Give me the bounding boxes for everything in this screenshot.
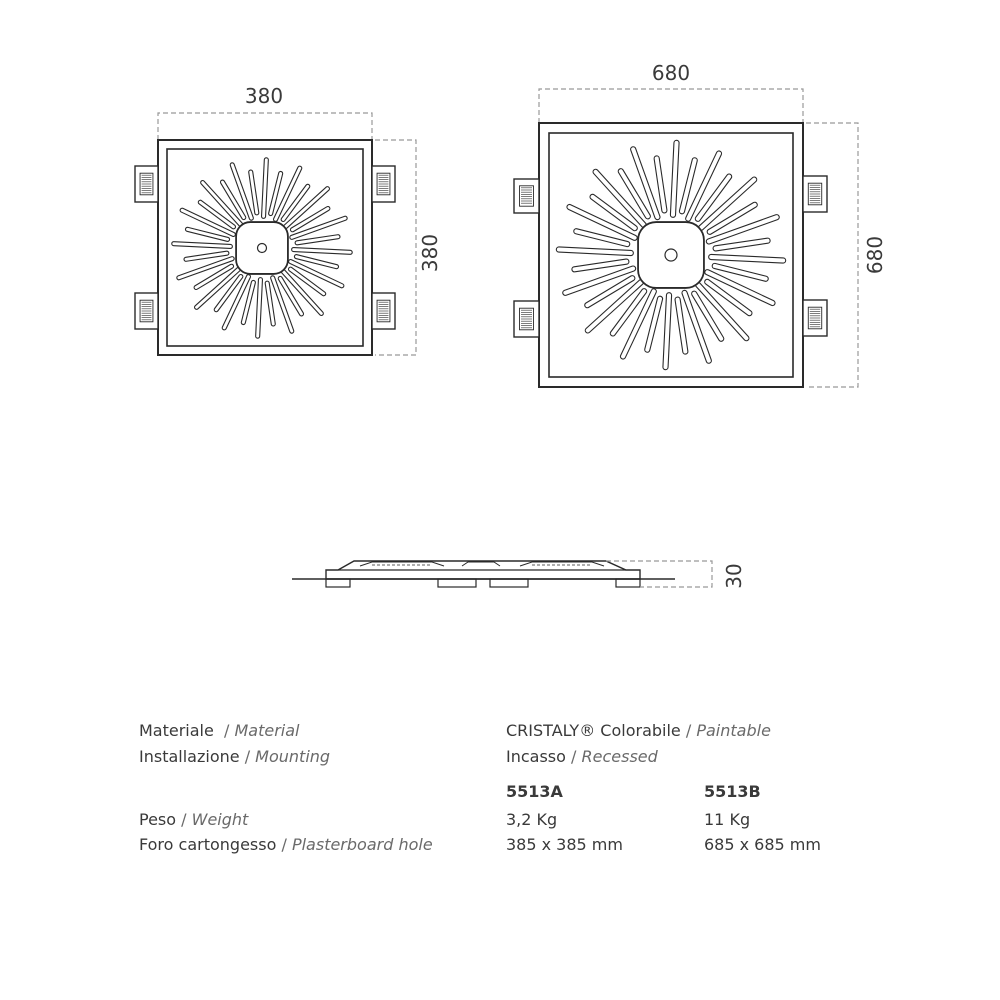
diffuser-slot — [271, 276, 294, 333]
diffuser-slot — [712, 263, 768, 281]
hole-value-b: 685 x 685 mm — [704, 835, 821, 854]
diffuser-slot — [172, 242, 233, 249]
diffuser-slot — [631, 147, 660, 220]
radial-diffuser — [556, 140, 785, 369]
clip — [135, 293, 158, 329]
depth-dimension: 30 — [722, 563, 746, 589]
diffuser-slot — [679, 158, 697, 214]
model-code-a: 5513A — [506, 782, 563, 801]
clip — [372, 166, 395, 202]
side-view — [292, 561, 746, 589]
material-value: CRISTALY® Colorabile / Paintable — [506, 721, 771, 740]
material-label: Materiale / Material — [139, 721, 300, 740]
diffuser-slot — [241, 280, 255, 324]
diffuser-slot — [706, 215, 779, 244]
clip — [803, 176, 827, 212]
large-unit-top-view — [514, 61, 887, 387]
diffuser-slot — [682, 290, 711, 363]
diffuser-slot — [230, 163, 253, 220]
hole-label: Foro cartongesso / Plasterboard hole — [139, 835, 433, 854]
diffuser-slot — [292, 248, 353, 255]
diffuser-slot — [670, 140, 679, 217]
small-unit-top-view — [135, 84, 442, 355]
weight-value-a: 3,2 Kg — [506, 810, 558, 829]
diffuser-slot — [290, 216, 347, 239]
diffuser-slot — [563, 266, 636, 295]
large-width-dimension: 680 — [651, 61, 691, 85]
center-hole — [665, 249, 677, 261]
mounting-value: Incasso / Recessed — [506, 747, 658, 766]
clip — [514, 301, 539, 337]
small-height-dimension: 380 — [418, 233, 442, 273]
small-width-dimension: 380 — [244, 84, 284, 108]
weight-label: Peso / Weight — [139, 810, 249, 829]
model-code-b: 5513B — [704, 782, 761, 801]
diffuser-slot — [256, 278, 263, 339]
diffuser-slot — [177, 257, 234, 280]
weight-value-b: 11 Kg — [704, 810, 751, 829]
clip — [135, 166, 158, 202]
radial-diffuser — [172, 158, 352, 338]
diffuser-slot — [556, 247, 633, 256]
diffuser-slot — [663, 293, 672, 370]
clip — [514, 179, 539, 213]
diffuser-slot — [185, 227, 229, 241]
hole-value-a: 385 x 385 mm — [506, 835, 623, 854]
diffuser-slot — [645, 296, 663, 352]
diffuser-slot — [269, 171, 283, 215]
diffuser-slot — [574, 229, 630, 247]
diffuser-slot — [294, 255, 338, 269]
diffuser-slot — [262, 158, 269, 219]
mounting-label: Installazione / Mounting — [139, 747, 331, 766]
large-height-dimension: 680 — [863, 235, 887, 275]
clip — [372, 293, 395, 329]
diffuser-slot — [709, 254, 786, 263]
clip — [803, 300, 827, 336]
center-hole — [258, 244, 267, 253]
